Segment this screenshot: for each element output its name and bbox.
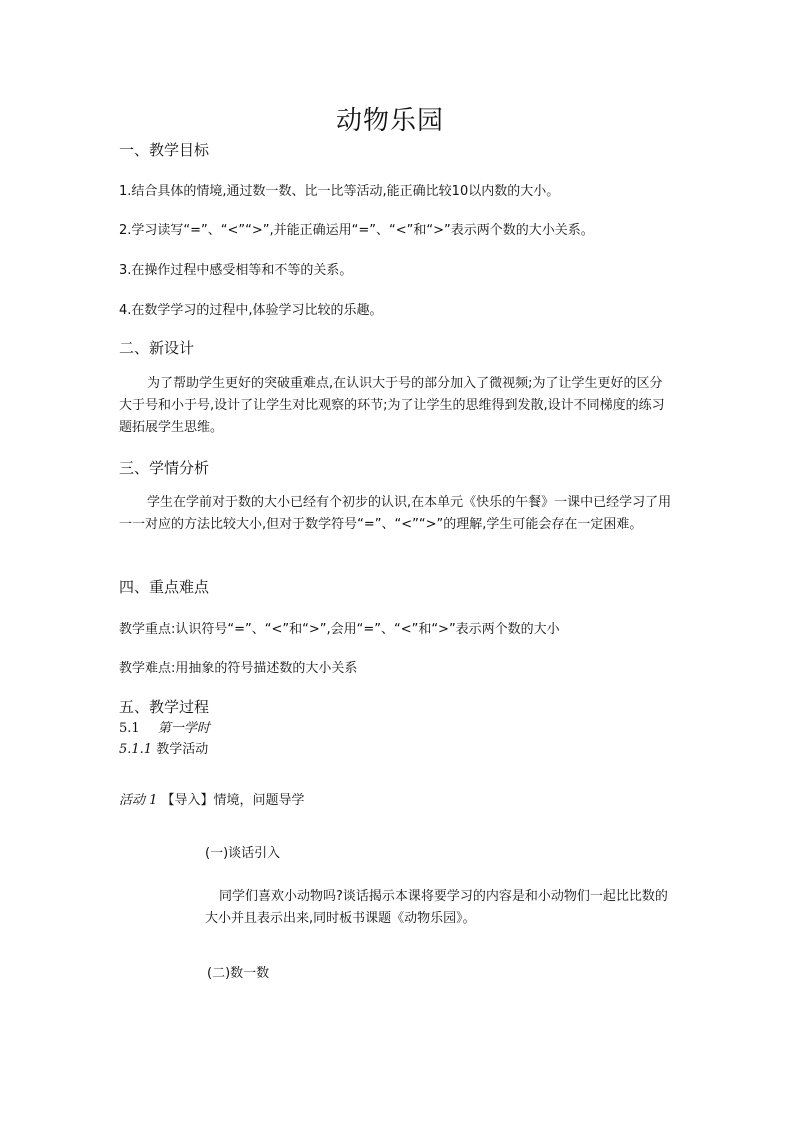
design-paragraph: 为了帮助学生更好的突破重难点,在认识大于号的部分加入了微视频;为了让学生更好的区分大于号和小于号,设计了让学生对比观察的环节;为了让学生的思维得到发散,设计不同梯度的练习题拓展学生思维。 bbox=[119, 376, 665, 435]
activity-title: 【导入】情境，问题导学 bbox=[161, 793, 305, 808]
lesson-name: 第一学时 bbox=[157, 721, 210, 736]
goal-item-4: 4.在数学学习的过程中,体验学习比较的乐趣。 bbox=[119, 303, 383, 318]
sub-lesson-name: 教学活动 bbox=[156, 742, 209, 757]
sub-lesson-line bbox=[119, 738, 208, 757]
section-heading-goals: 一、教学目标 bbox=[119, 141, 210, 159]
lesson-line bbox=[119, 717, 210, 736]
analysis-paragraph: 学生在学前对于数的大小已经有个初步的认识,在本单元《快乐的午餐》一课中已经学习了用一一对应的方法比较大小,但对于数学符号“=”、“<”“>”的理解,学生可能会存在一定困难。 bbox=[119, 495, 672, 532]
part-2-title: (二)数一数 bbox=[207, 966, 270, 981]
activity-line bbox=[119, 789, 305, 808]
part-1-title: (一)谈话引入 bbox=[205, 846, 281, 861]
goal-item-1: 1.结合具体的情境,通过数一数、比一比等活动,能正确比较10以内数的大小。 bbox=[119, 184, 560, 199]
lesson-number: 5.1 bbox=[119, 721, 140, 736]
sub-lesson-number: 5.1.1 bbox=[119, 742, 153, 757]
part-1-paragraph: 同学们喜欢小动物吗?谈话揭示本课将要学习的内容是和小动物们一起比比数的大小并且表示出来,同时板书课题《动物乐园》。 bbox=[205, 889, 668, 926]
section-heading-process: 五、教学过程 bbox=[119, 698, 210, 716]
activity-prefix: 活动 1 bbox=[119, 793, 158, 808]
section-heading-design: 二、新设计 bbox=[119, 339, 195, 357]
teaching-difficulty: 教学难点:用抽象的符号描述数的大小关系 bbox=[119, 661, 358, 676]
document-title: 动物乐园 bbox=[336, 106, 445, 136]
section-heading-analysis: 三、学情分析 bbox=[119, 459, 210, 477]
goal-item-2: 2.学习读写“=”、“<”“>”,并能正确运用“=”、“<”和“>”表示两个数的大小关系。 bbox=[119, 223, 594, 238]
section-heading-keypoints: 四、重点难点 bbox=[119, 578, 210, 596]
goal-item-3: 3.在操作过程中感受相等和不等的关系。 bbox=[119, 263, 353, 278]
teaching-focus: 教学重点:认识符号“=”、“<”和“>”,会用“=”、“<”和“>”表示两个数的大小 bbox=[119, 622, 560, 637]
